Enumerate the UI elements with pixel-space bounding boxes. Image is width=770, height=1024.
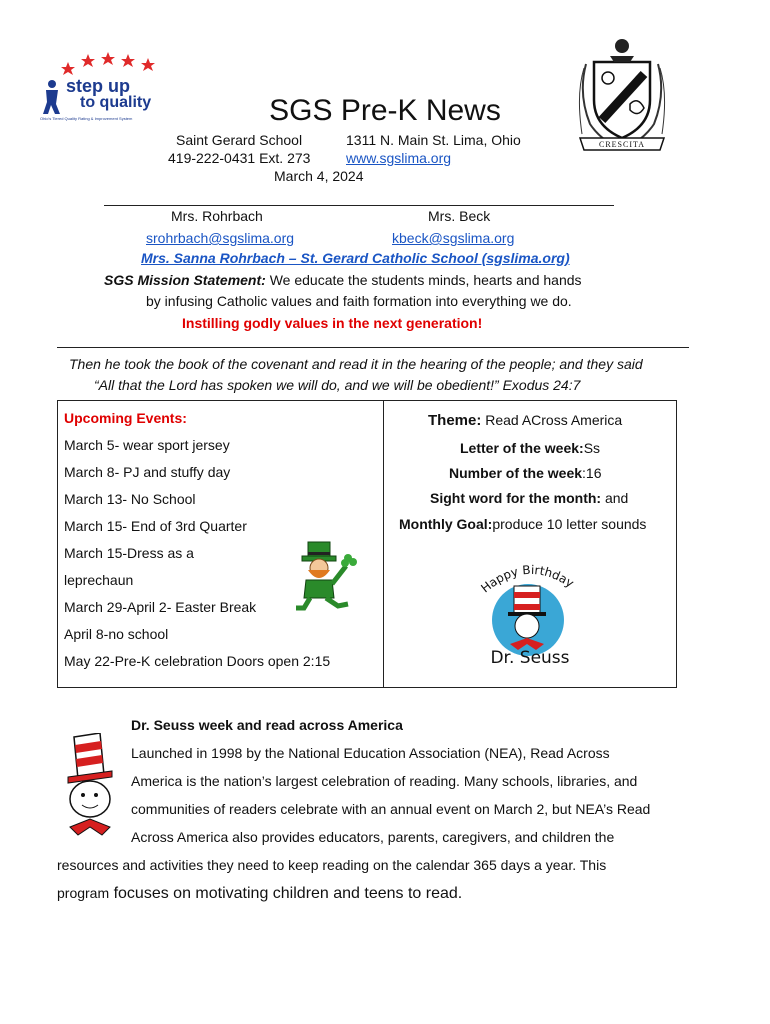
article-heading: Dr. Seuss week and read across America bbox=[131, 717, 403, 733]
number-label: Number of the week bbox=[449, 465, 583, 481]
letter-value: Ss bbox=[583, 440, 601, 456]
leprechaun-illustration bbox=[294, 540, 360, 612]
sight-word-label: Sight word for the month: bbox=[430, 490, 602, 506]
crest-banner: CRESCITA bbox=[598, 140, 646, 149]
number-line bbox=[449, 465, 602, 481]
school-motto: Instilling godly values in the next generation! bbox=[182, 315, 483, 331]
mission-text1: We educate the students minds, hearts and hands bbox=[265, 272, 582, 288]
number-value: :16 bbox=[582, 465, 602, 481]
letter-line bbox=[460, 440, 600, 456]
sight-word-line bbox=[430, 490, 628, 506]
newsletter-date: March 4, 2024 bbox=[274, 168, 364, 184]
table-column-divider bbox=[383, 400, 384, 688]
logo-line1: step up bbox=[66, 76, 131, 96]
event-item: March 5- wear sport jersey bbox=[64, 437, 230, 453]
event-item: March 15- End of 3rd Quarter bbox=[64, 518, 247, 534]
birthday-arc-textpath: Happy Birthday bbox=[478, 562, 577, 596]
teacher1-name: Mrs. Rohrbach bbox=[171, 208, 263, 224]
event-item: March 15-Dress as a bbox=[64, 545, 194, 561]
mission-label: SGS Mission Statement: bbox=[104, 272, 266, 288]
cat-in-the-hat-icon bbox=[60, 733, 120, 837]
mission-line2: by infusing Catholic values and faith formation into everything we do. bbox=[146, 293, 572, 309]
event-item: May 22-Pre-K celebration Doors open 2:15 bbox=[64, 653, 331, 669]
article-last-rest: focuses on motivating children and teens to read. bbox=[109, 885, 463, 902]
logo-line2: to quality bbox=[80, 94, 152, 111]
article-last-word: program bbox=[57, 885, 110, 901]
article-line: America is the nation’s largest celebration of reading. Many schools, libraries, and bbox=[131, 773, 638, 789]
verse-line2: “All that the Lord has spoken we will do, and we will be obedient!” Exodus 24:7 bbox=[94, 377, 581, 393]
theme-label: Theme: bbox=[428, 412, 482, 429]
event-item: March 29-April 2- Easter Break bbox=[64, 599, 257, 615]
birthday-name: Dr. Seuss bbox=[490, 648, 570, 668]
theme-value: Read ACross America bbox=[481, 412, 623, 428]
article-line: Across America also provides educators, parents, caregivers, and children the bbox=[131, 829, 615, 845]
monthly-goal-line bbox=[399, 516, 646, 532]
leprechaun-icon bbox=[294, 540, 360, 612]
birthday-graphic bbox=[470, 556, 590, 672]
event-item: March 13- No School bbox=[64, 491, 196, 507]
teacher2-name: Mrs. Beck bbox=[428, 208, 491, 224]
monthly-goal-label: Monthly Goal: bbox=[399, 516, 493, 532]
verse-line1: Then he took the book of the covenant and read it in the hearing of the people; and they said bbox=[69, 356, 643, 372]
school-name: Saint Gerard School bbox=[176, 132, 303, 148]
monthly-goal-value: produce 10 letter sounds bbox=[492, 516, 647, 532]
newsletter-title: SGS Pre-K News bbox=[269, 94, 501, 127]
letter-label: Letter of the week: bbox=[460, 440, 584, 456]
events-heading: Upcoming Events: bbox=[64, 410, 187, 426]
article-line: resources and activities they need to keep reading on the calendar 365 days a year. This bbox=[57, 857, 607, 873]
logo-tagline: Ohio's Tiered Quality Rating & Improvement System bbox=[40, 116, 133, 121]
school-address: 1311 N. Main St. Lima, Ohio bbox=[346, 132, 521, 148]
website-link[interactable]: www.sgslima.org bbox=[346, 150, 452, 166]
article-line: Launched in 1998 by the National Education Association (NEA), Read Across bbox=[131, 745, 610, 761]
teacher2-email-link[interactable]: kbeck@sgslima.org bbox=[392, 230, 515, 246]
teacher1-email-link[interactable]: srohrbach@sgslima.org bbox=[146, 230, 295, 246]
event-item: April 8-no school bbox=[64, 626, 169, 642]
cat-in-the-hat-illustration bbox=[60, 733, 120, 837]
school-phone: 419-222-0431 Ext. 273 bbox=[168, 150, 311, 166]
event-item: leprechaun bbox=[64, 572, 134, 588]
header-divider bbox=[104, 205, 614, 206]
sight-word-value: and bbox=[601, 490, 629, 506]
school-page-link[interactable]: Mrs. Sanna Rohrbach – St. Gerard Catholic School (sgslima.org) bbox=[141, 250, 570, 266]
theme-line bbox=[428, 412, 622, 429]
event-item: March 8- PJ and stuffy day bbox=[64, 464, 231, 480]
article-line: communities of readers celebrate with an annual event on March 2, but NEA’s Read bbox=[131, 801, 651, 817]
mission-line1 bbox=[104, 272, 582, 288]
mission-divider bbox=[57, 347, 689, 348]
article-last-line bbox=[57, 885, 462, 903]
